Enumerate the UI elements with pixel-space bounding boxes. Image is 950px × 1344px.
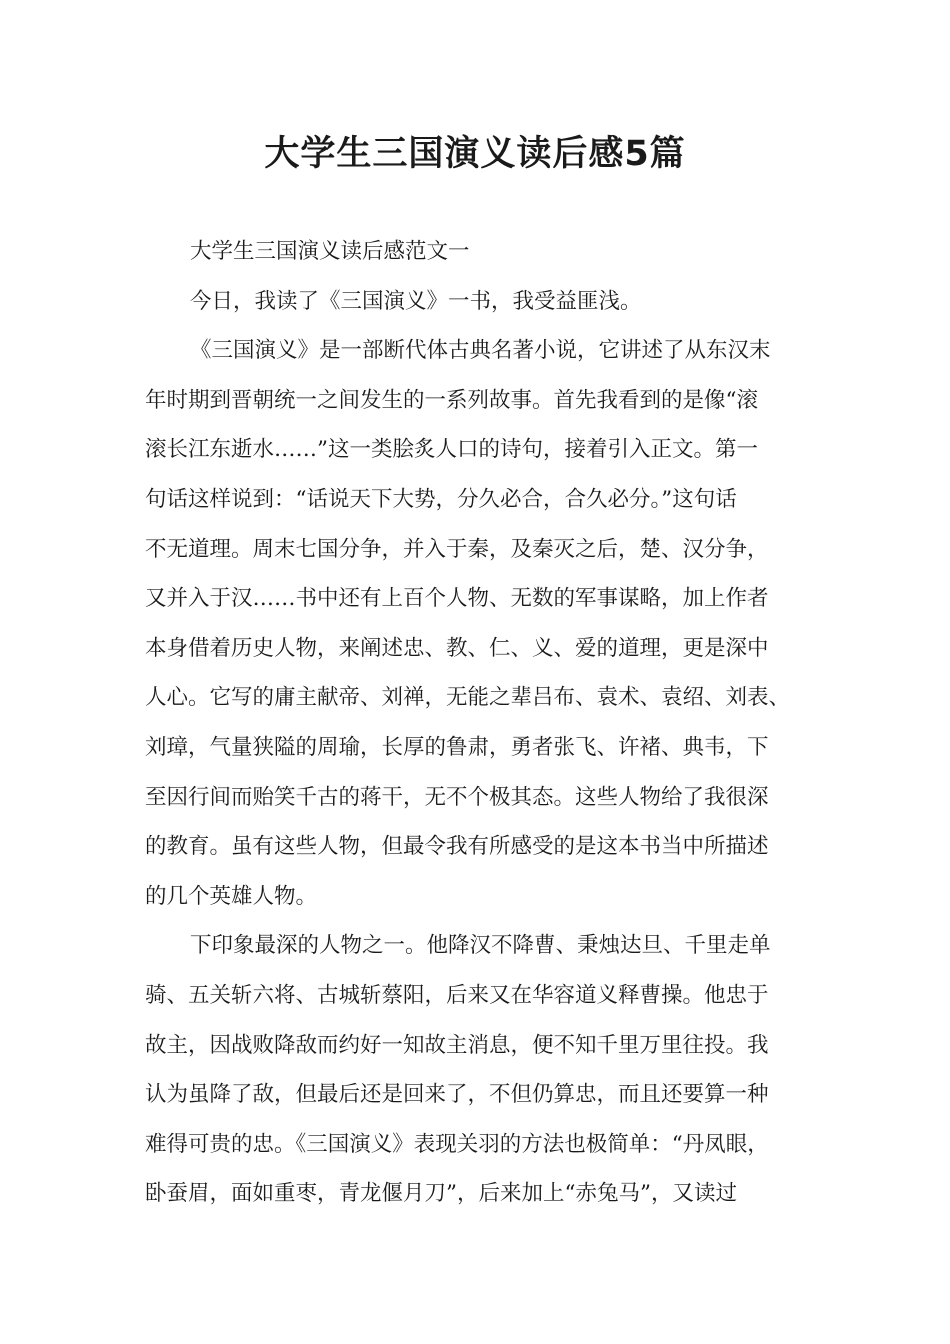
paragraph-line: 的几个英雄人物。: [145, 883, 318, 909]
document-body: [145, 227, 825, 1219]
paragraph-subtitle: 大学生三国演义读后感范文一: [190, 239, 470, 264]
paragraph-line: 卧蚕眉，面如重枣，青龙偃月刀”，后来加上“赤兔马”，又读过: [145, 1181, 737, 1207]
paragraph-line: 认为虽降了敌，但最后还是回来了，不但仍算忠，而且还要算一种: [145, 1082, 769, 1108]
paragraph-line: 难得可贵的忠。《三国演义》表现关羽的方法也极简单：“丹凤眼，: [145, 1131, 769, 1157]
paragraph-line: 年时期到晋朝统一之间发生的一系列故事。首先我看到的是像“滚: [145, 387, 758, 413]
paragraph-intro: 今日，我读了《三国演义》一书，我受益匪浅。: [190, 288, 642, 314]
document-title: 大学生三国演义读后感5篇: [264, 134, 686, 174]
paragraph-line: 又并入于汉……书中还有上百个人物、无数的军事谋略，加上作者: [145, 586, 769, 612]
paragraph-line: 下印象最深的人物之一。他降汉不降曹、秉烛达旦、千里走单: [190, 933, 771, 959]
paragraph-line: 句话这样说到：“话说天下大势，分久必合，合久必分。”这句话: [145, 486, 737, 512]
paragraph-line: 故主，因战败降敌而约好一知故主消息，便不知千里万里往投。我: [145, 1032, 769, 1058]
paragraph-line: 的教育。虽有这些人物，但最令我有所感受的是这本书当中所描述: [145, 834, 769, 860]
paragraph-line: 刘璋，气量狭隘的周瑜，长厚的鲁肃，勇者张飞、许褚、典韦，下: [145, 734, 769, 760]
paragraph-line: 《三国演义》是一部断代体古典名著小说，它讲述了从东汉末: [190, 338, 771, 364]
paragraph-line: 滚长江东逝水……”这一类脍炙人口的诗句，接着引入正文。第一: [145, 437, 758, 463]
paragraph-line: 本身借着历史人物，来阐述忠、教、仁、义、爱的道理，更是深中: [145, 635, 769, 661]
paragraph-line: 骑、五关斩六将、古城斩蔡阳，后来又在华容道义释曹操。他忠于: [145, 982, 769, 1008]
paragraph-line: 至因行间而贻笑千古的蒋干，无不个极其态。这些人物给了我很深: [145, 784, 769, 810]
paragraph-line: 不无道理。周末七国分争，并入于秦，及秦灭之后，楚、汉分争，: [145, 536, 769, 562]
paragraph-line: 人心。它写的庸主献帝、刘禅，无能之辈吕布、袁术、袁绍、刘表、: [145, 685, 791, 711]
